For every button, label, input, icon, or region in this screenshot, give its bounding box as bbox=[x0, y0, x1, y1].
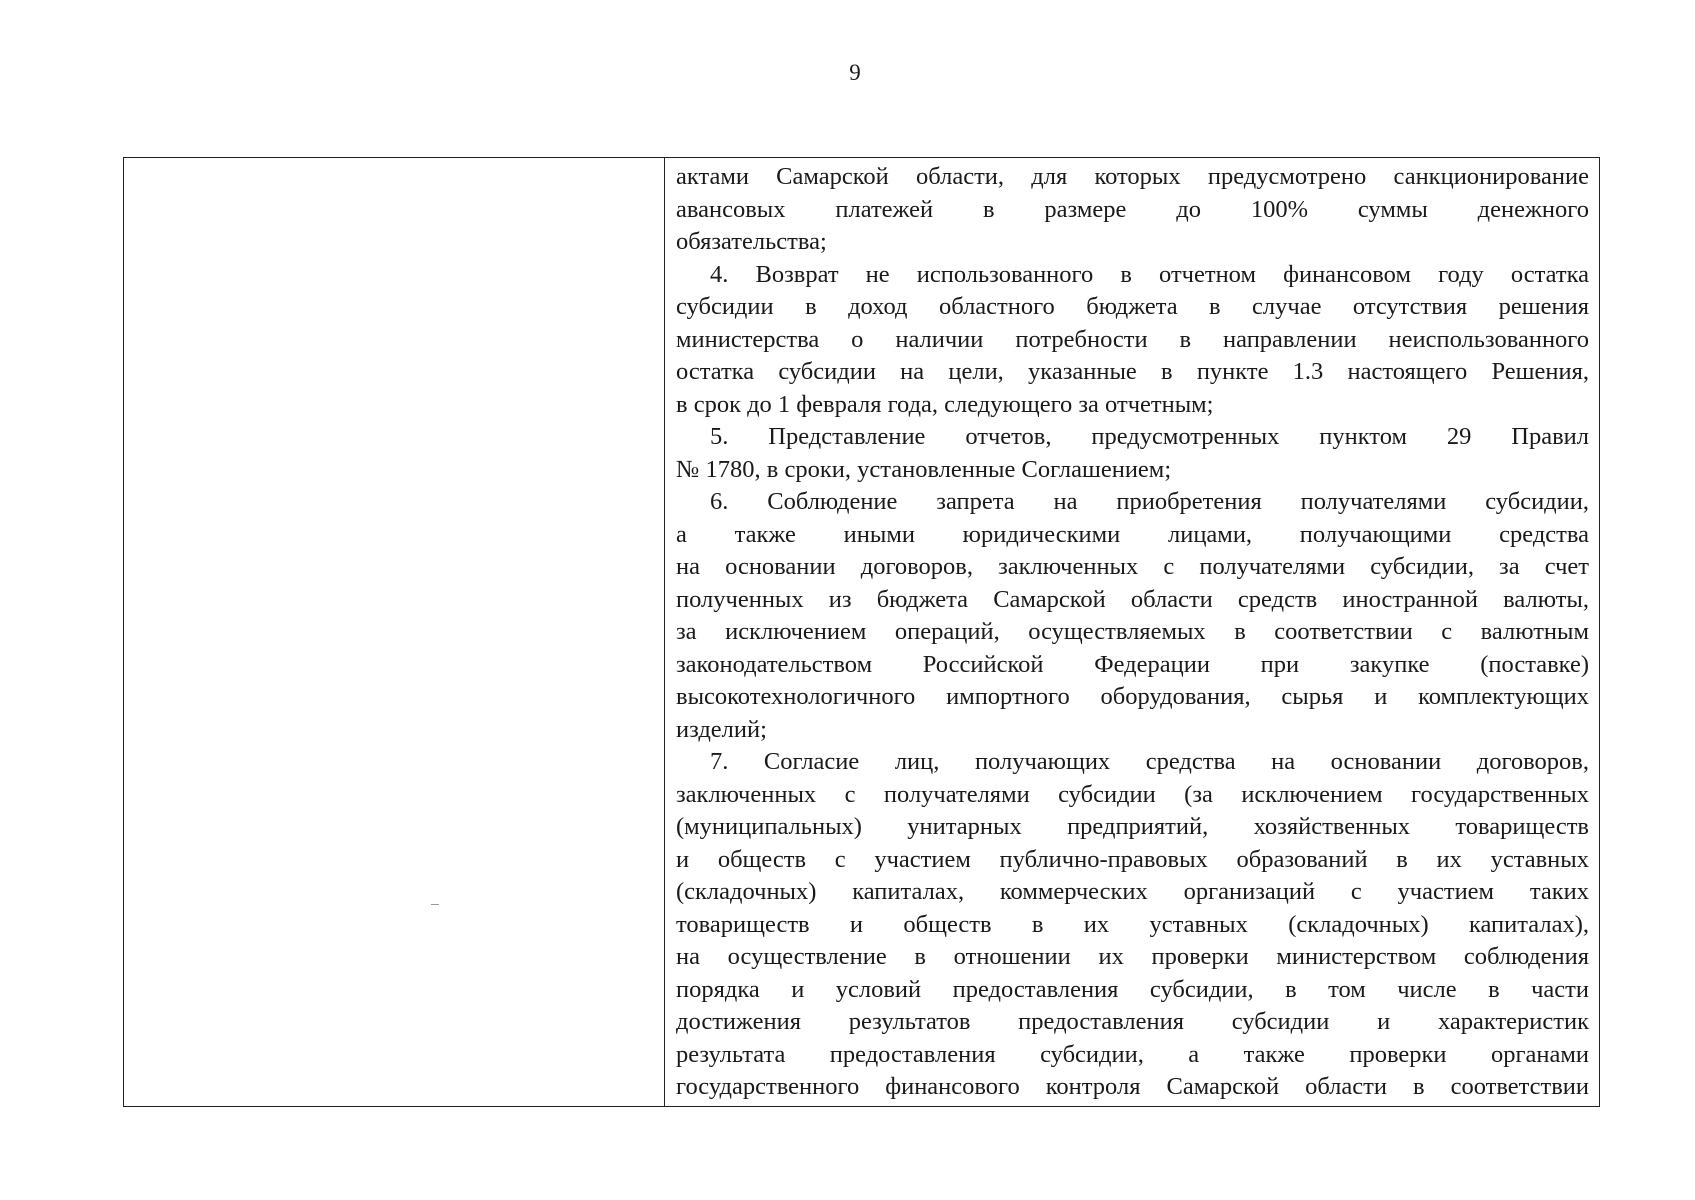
text-line: в срок до 1 февраля года, следующего за отчетным; bbox=[676, 390, 1214, 418]
text-line: 6. Соблюдение запрета на приобретения получателями субсидии, bbox=[710, 488, 1589, 515]
text-line: (муниципальных) унитарных предприятий, хозяйственных товариществ bbox=[676, 813, 1589, 840]
text-line: а также иными юридическими лицами, получающими средства bbox=[676, 520, 1589, 548]
text-line: на осуществление в отношении их проверки министерством соблюдения bbox=[676, 943, 1589, 970]
scan-speck bbox=[431, 904, 439, 905]
text-line: министерства о наличии потребности в направлении неиспользованного bbox=[676, 325, 1589, 353]
text-line: порядка и условий предоставления субсидии, в том числе в части bbox=[676, 975, 1589, 1003]
text-line: товариществ и обществ в их уставных (складочных) капиталах), bbox=[676, 910, 1589, 938]
text-line: актами Самарской области, для которых предусмотрено санкционирование bbox=[676, 163, 1589, 190]
text-line: законодательством Российской Федерации при закупке (поставке) bbox=[676, 650, 1589, 678]
text-line: государственного финансового контроля Самарской области в соответствии bbox=[676, 1073, 1589, 1100]
text-line: полученных из бюджета Самарской области средств иностранной валюты, bbox=[676, 585, 1589, 613]
text-line: № 1780, в сроки, установленные Соглашением; bbox=[676, 455, 1172, 483]
text-line: субсидии в доход областного бюджета в случае отсутствия решения bbox=[676, 293, 1589, 320]
text-line: результата предоставления субсидии, а также проверки органами bbox=[676, 1040, 1589, 1068]
document-table bbox=[123, 157, 1600, 1107]
page-number: 9 bbox=[849, 60, 861, 85]
text-line: обязательства; bbox=[676, 228, 827, 255]
text-line: (складочных) капиталах, коммерческих организаций с участием таких bbox=[676, 878, 1589, 905]
table-left-cell bbox=[124, 158, 665, 1106]
text-line: и обществ с участием публично-правовых образований в их уставных bbox=[676, 845, 1589, 873]
text-line: заключенных с получателями субсидии (за исключением государственных bbox=[676, 780, 1589, 808]
text-line: 7. Согласие лиц, получающих средства на основании договоров, bbox=[710, 748, 1589, 775]
text-line: изделий; bbox=[676, 715, 767, 743]
text-line: на основании договоров, заключенных с получателями субсидии, за счет bbox=[676, 553, 1589, 580]
text-line: 5. Представление отчетов, предусмотренных пунктом 29 Правил bbox=[710, 423, 1589, 450]
text-line: остатка субсидии на цели, указанные в пункте 1.3 настоящего Решения, bbox=[676, 358, 1589, 385]
text-line: за исключением операций, осуществляемых в соответствии с валютным bbox=[676, 618, 1589, 645]
table-right-cell bbox=[665, 158, 1599, 1106]
text-line: авансовых платежей в размере до 100% суммы денежного bbox=[676, 195, 1589, 223]
text-line: высокотехнологичного импортного оборудования, сырья и комплектующих bbox=[676, 683, 1589, 710]
text-line: достижения результатов предоставления субсидии и характеристик bbox=[676, 1008, 1589, 1035]
text-line: 4. Возврат не использованного в отчетном финансовом году остатка bbox=[710, 260, 1589, 288]
